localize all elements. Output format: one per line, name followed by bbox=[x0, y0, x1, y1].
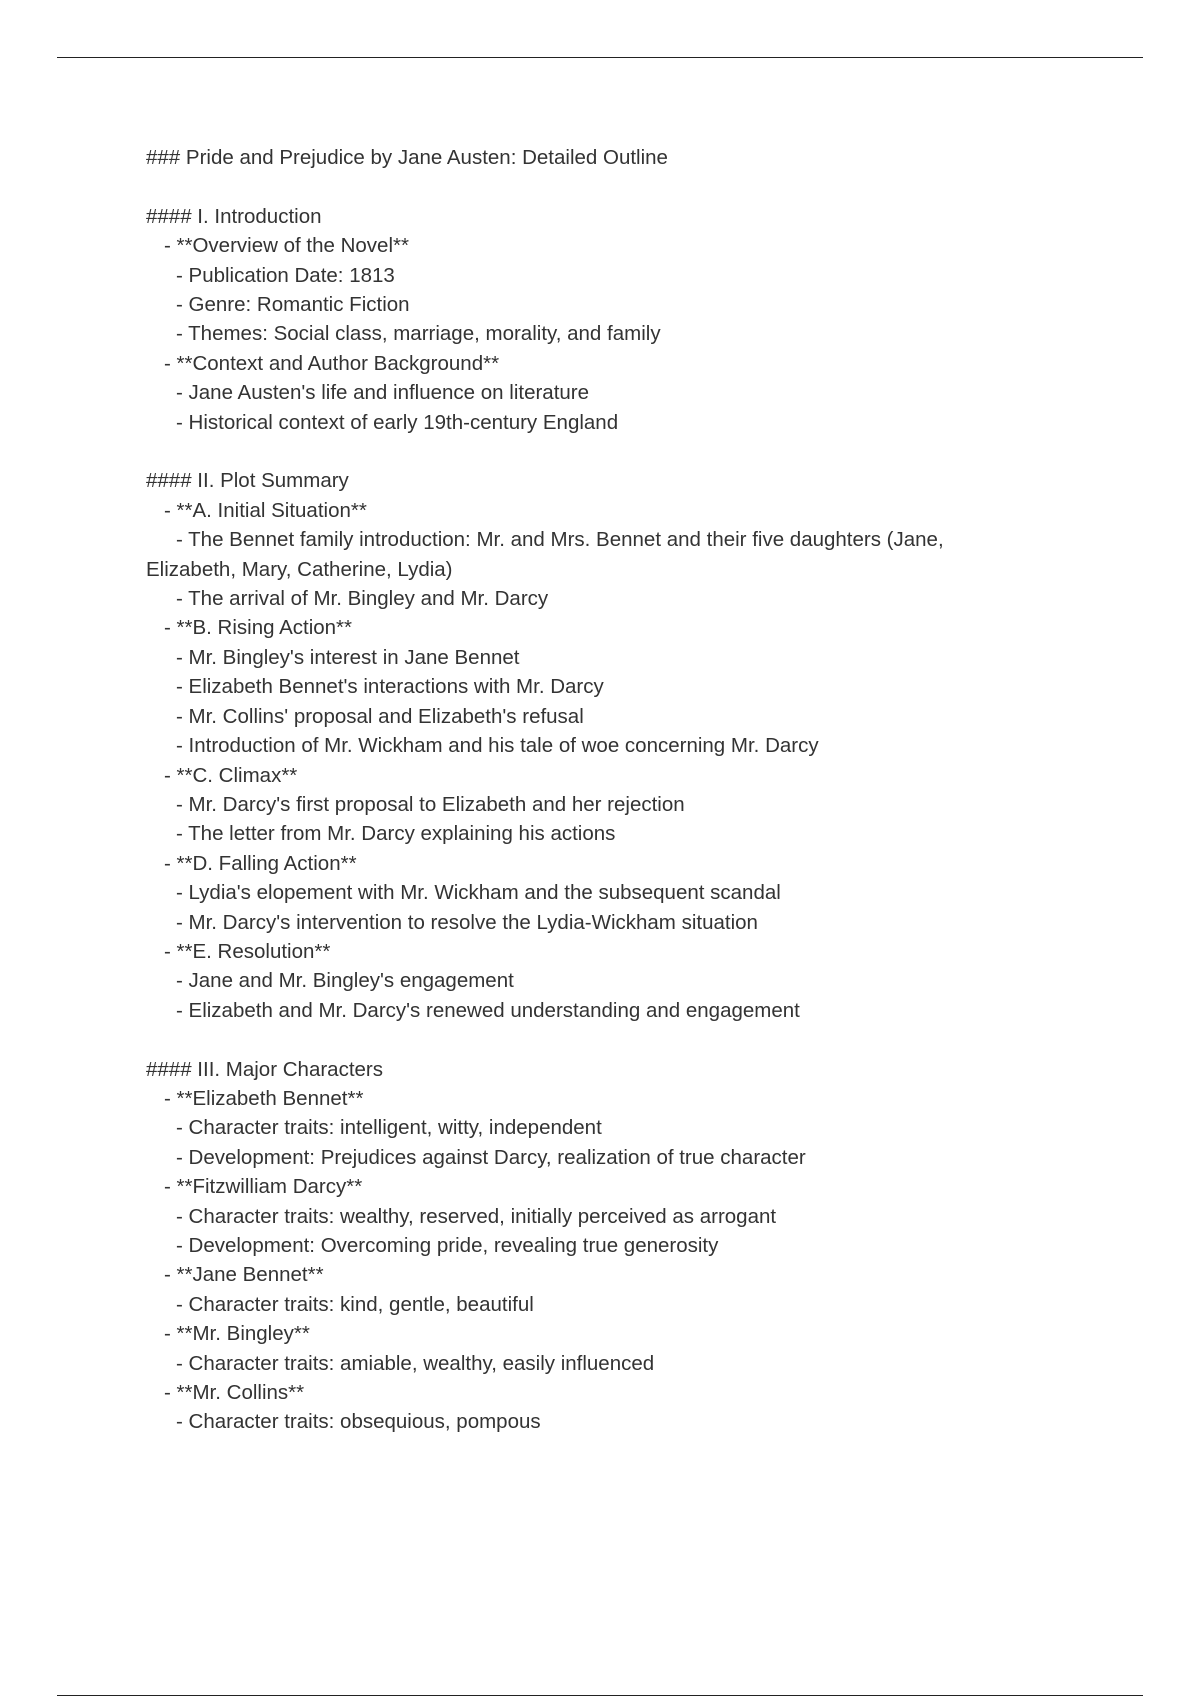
spacer bbox=[146, 1025, 1046, 1054]
list-item: - Elizabeth Bennet's interactions with Mr. Darcy bbox=[176, 675, 604, 699]
list-item: - Development: Prejudices against Darcy, realization of true character bbox=[176, 1145, 806, 1169]
section-heading-introduction: #### I. Introduction bbox=[146, 204, 322, 228]
list-item: - Publication Date: 1813 bbox=[176, 263, 395, 287]
list-item: - Character traits: wealthy, reserved, initially perceived as arrogant bbox=[176, 1204, 777, 1228]
list-item-continuation: Elizabeth, Mary, Catherine, Lydia) bbox=[146, 557, 453, 581]
list-item: - Character traits: intelligent, witty, independent bbox=[176, 1116, 602, 1140]
list-item: - Jane and Mr. Bingley's engagement bbox=[176, 969, 514, 993]
top-rule bbox=[57, 57, 1143, 58]
list-item: - Character traits: kind, gentle, beautiful bbox=[176, 1292, 534, 1316]
subheading-collins: - **Mr. Collins** bbox=[164, 1381, 305, 1405]
list-item: - Mr. Bingley's interest in Jane Bennet bbox=[176, 645, 520, 669]
list-item: - The letter from Mr. Darcy explaining his actions bbox=[176, 822, 616, 846]
document-body bbox=[146, 143, 1046, 1437]
subheading-initial-situation: - **A. Initial Situation** bbox=[164, 498, 367, 522]
list-item: - Lydia's elopement with Mr. Wickham and the subsequent scandal bbox=[176, 881, 781, 905]
list-item-text: - The Bennet family introduction: Mr. and Mrs. Bennet and their five daughters (Jane, bbox=[176, 528, 944, 552]
list-item: - The arrival of Mr. Bingley and Mr. Darcy bbox=[176, 587, 549, 611]
list-item: - Character traits: amiable, wealthy, easily influenced bbox=[176, 1351, 655, 1375]
subheading-jane: - **Jane Bennet** bbox=[164, 1263, 324, 1287]
list-item: - Genre: Romantic Fiction bbox=[176, 293, 410, 317]
spacer bbox=[146, 172, 1046, 201]
subheading-climax: - **C. Climax** bbox=[164, 763, 298, 787]
list-item: - Character traits: obsequious, pompous bbox=[176, 1410, 541, 1434]
list-item: - Introduction of Mr. Wickham and his tale of woe concerning Mr. Darcy bbox=[176, 734, 819, 758]
subheading-bingley: - **Mr. Bingley** bbox=[164, 1322, 310, 1346]
subheading-context: - **Context and Author Background** bbox=[164, 351, 500, 375]
bottom-rule bbox=[57, 1695, 1143, 1696]
list-item: - Mr. Darcy's intervention to resolve the Lydia-Wickham situation bbox=[176, 910, 758, 934]
section-heading-plot-summary: #### II. Plot Summary bbox=[146, 469, 349, 493]
subheading-overview: - **Overview of the Novel** bbox=[164, 234, 409, 258]
document-title: ### Pride and Prejudice by Jane Austen: Detailed Outline bbox=[146, 146, 668, 169]
section-heading-major-characters: #### III. Major Characters bbox=[146, 1057, 383, 1081]
subheading-resolution: - **E. Resolution** bbox=[164, 939, 331, 963]
subheading-rising-action: - **B. Rising Action** bbox=[164, 616, 353, 640]
subheading-falling-action: - **D. Falling Action** bbox=[164, 851, 357, 875]
list-item: - Elizabeth and Mr. Darcy's renewed understanding and engagement bbox=[176, 998, 800, 1022]
subheading-elizabeth: - **Elizabeth Bennet** bbox=[164, 1086, 364, 1110]
subheading-darcy: - **Fitzwilliam Darcy** bbox=[164, 1175, 363, 1199]
list-item: - Themes: Social class, marriage, morality, and family bbox=[176, 322, 661, 346]
spacer bbox=[146, 437, 1046, 466]
list-item: - Historical context of early 19th-century England bbox=[176, 410, 619, 434]
list-item bbox=[146, 525, 1046, 584]
list-item: - Jane Austen's life and influence on literature bbox=[176, 381, 590, 405]
list-item: - Mr. Collins' proposal and Elizabeth's refusal bbox=[176, 704, 584, 728]
list-item: - Mr. Darcy's first proposal to Elizabeth and her rejection bbox=[176, 792, 685, 816]
list-item: - Development: Overcoming pride, revealing true generosity bbox=[176, 1233, 719, 1257]
